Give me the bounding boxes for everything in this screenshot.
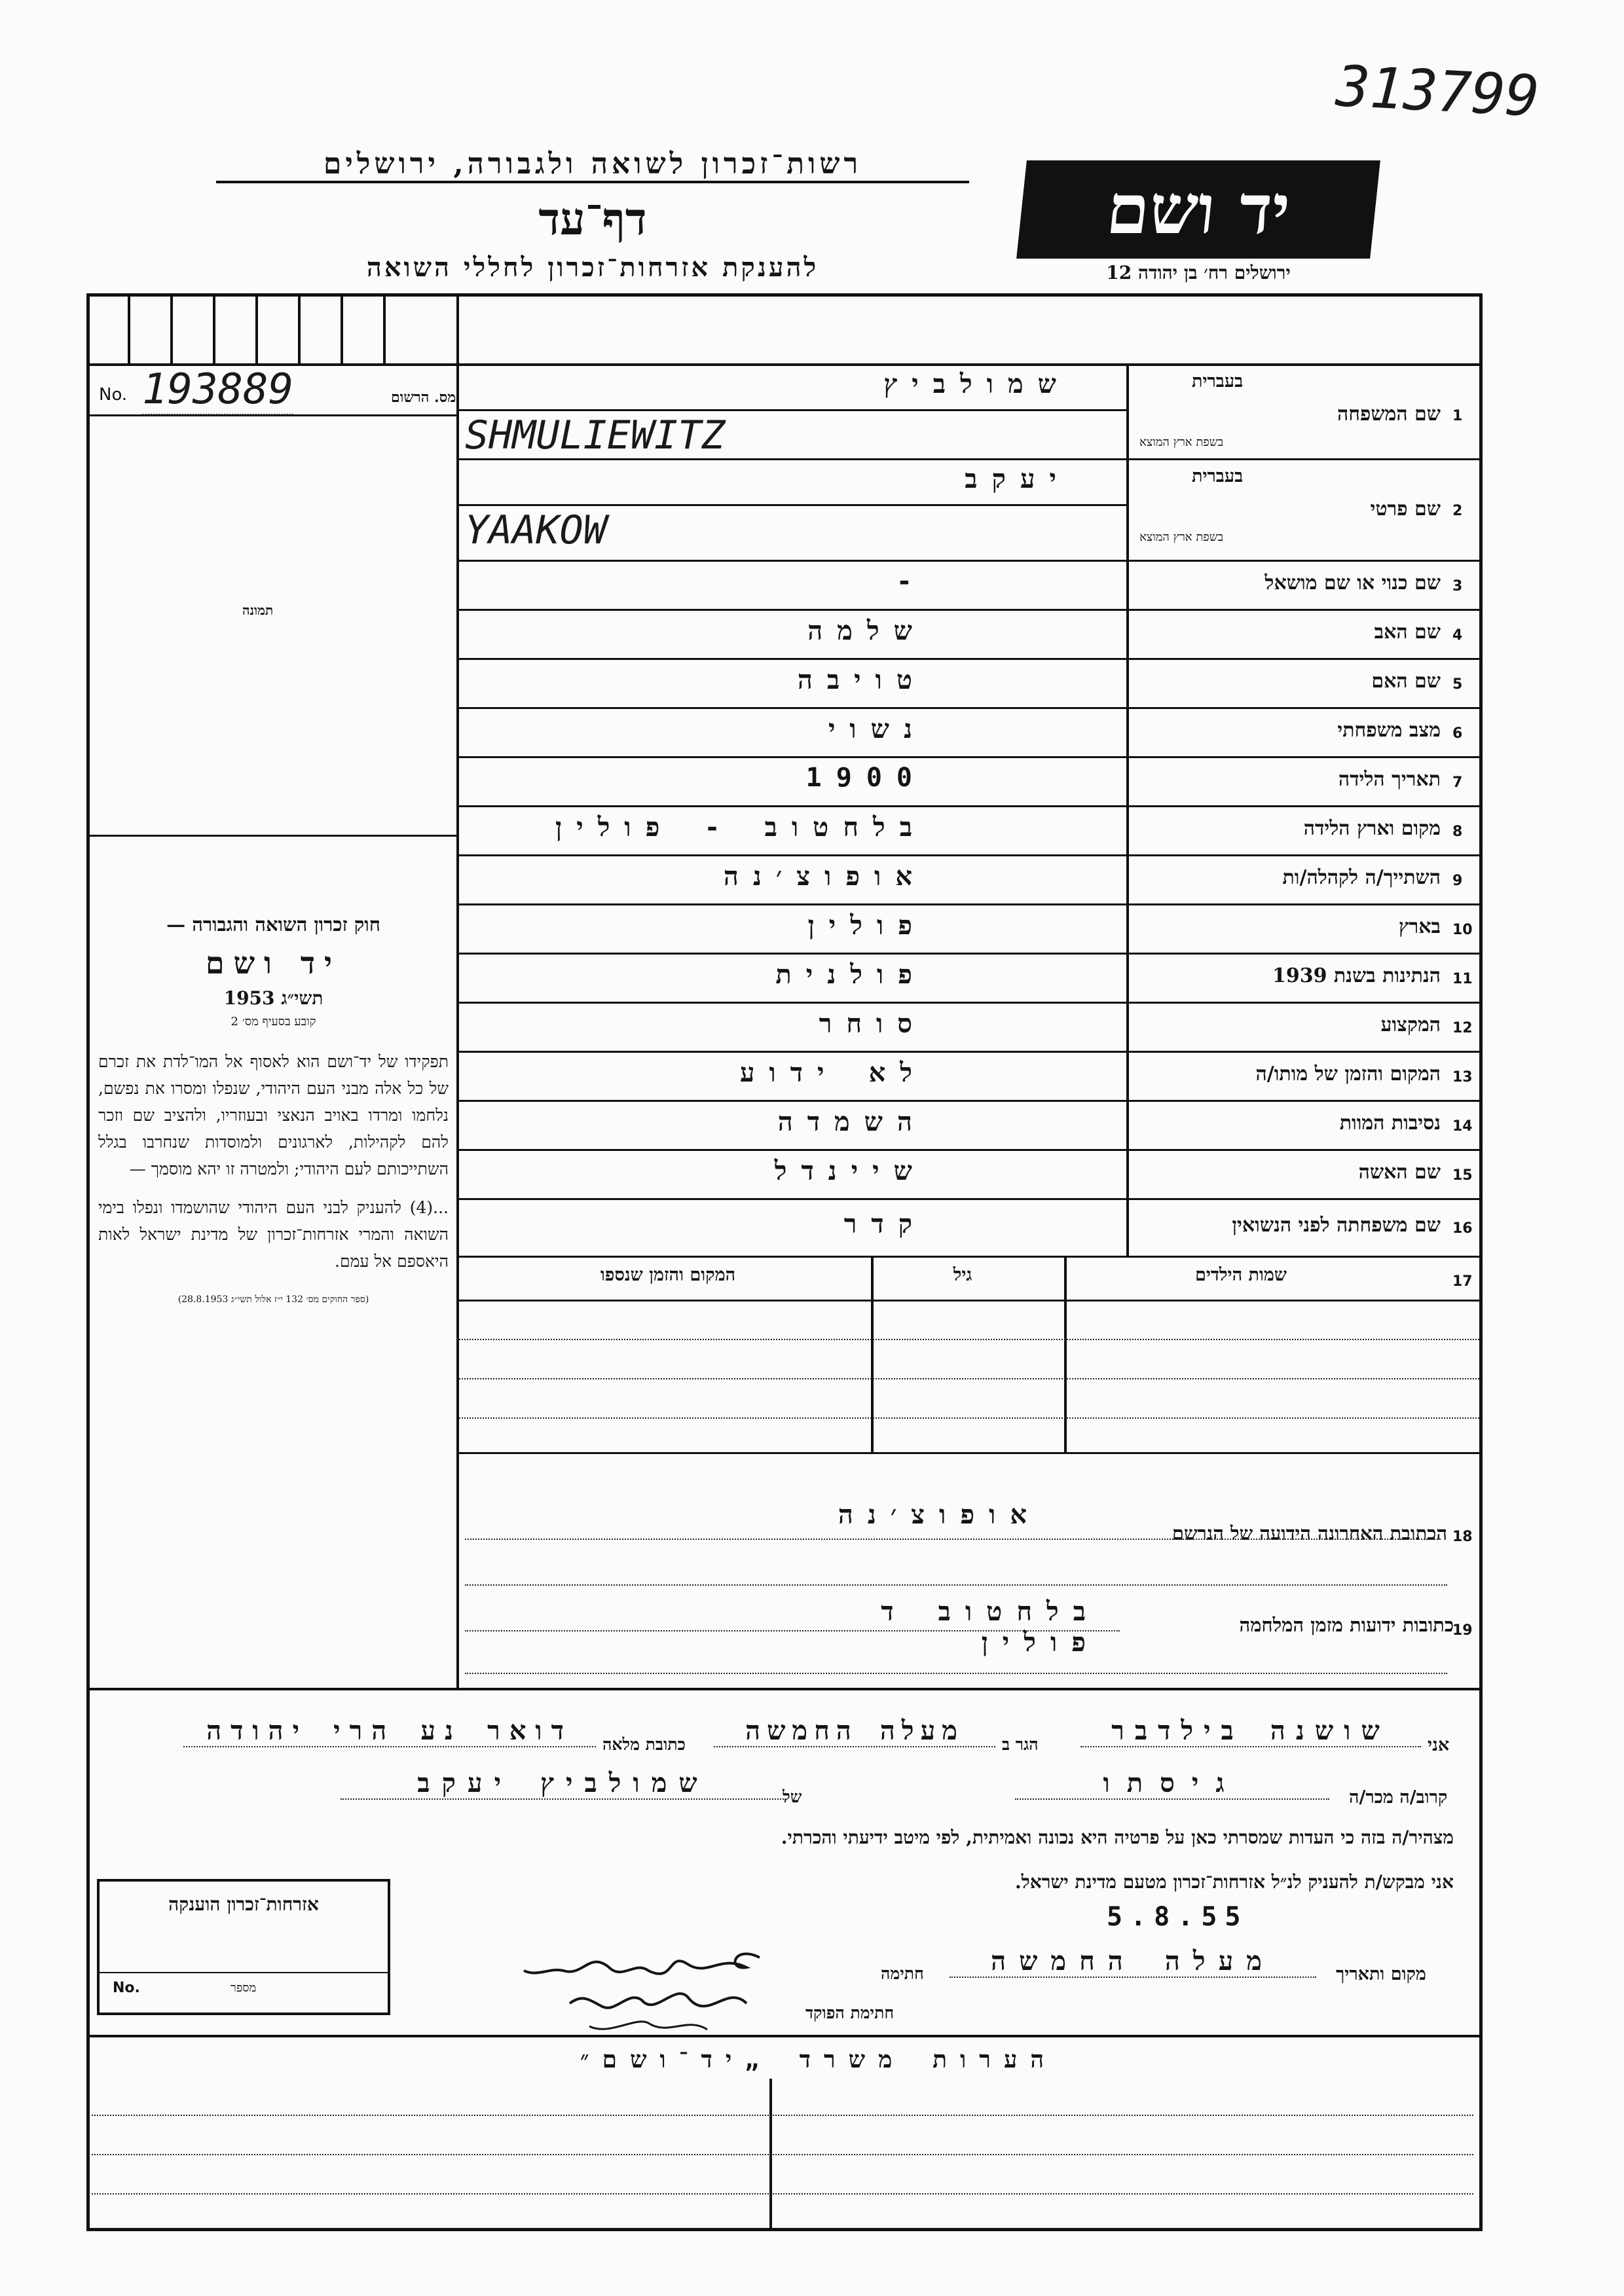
children-col-age: גיל xyxy=(953,1265,972,1285)
address-war-value: בלחטוב ד פולין xyxy=(881,1597,1100,1658)
field-label: שם האשה xyxy=(1358,1160,1441,1184)
header-subtitle: להענקת אזרחות־זכרון לחללי השואה xyxy=(366,252,819,283)
decl-address: דואר נע הרי יהודה xyxy=(183,1715,596,1747)
notes-line xyxy=(92,2154,1473,2155)
registration-box xyxy=(90,365,456,416)
header-address: ירושלים רח׳ בן יהודה 12 xyxy=(1106,262,1291,283)
notes-line xyxy=(92,2193,1473,2195)
field-value-latin: YAAKOW xyxy=(465,507,607,553)
archive-number: 313799 xyxy=(1334,53,1541,130)
signature-stroke xyxy=(524,1954,760,1973)
field-row-line xyxy=(456,560,1479,562)
top-strip-divider xyxy=(341,293,343,363)
field-label: המקצוע xyxy=(1380,1013,1441,1036)
top-strip-divider xyxy=(213,293,215,363)
decl-shel: של xyxy=(783,1787,802,1806)
children-col-names: שמות הילדים xyxy=(1194,1265,1287,1285)
field-sub-origin: בשפת ארץ המוצא xyxy=(1139,435,1224,449)
law-para-1: תפקידו של יד־ושם הוא לאסוף אל המו־לדת את זכרם של כל אלה מבני העם היהודי, שנפלו ומסרו את נפשם, נלחמו ומרדו באויב הנאצי ובעוזריו, ולהציב שם וזכר להם לקהילות, לארגונים ולמוסדות שנחרבו בגלל השתייכותם לעם היהודי; ולמטרה זו יהא מוסמך — xyxy=(98,1052,449,1178)
field-label: תאריך הלידה xyxy=(1338,767,1441,791)
field-value: לא ידוע xyxy=(739,1057,927,1088)
stamp-number-label: מספר xyxy=(231,1981,257,1995)
address-line xyxy=(465,1539,1441,1540)
field-value: - xyxy=(896,566,927,596)
field-number: 13 xyxy=(1452,1068,1473,1085)
law-excerpt xyxy=(98,913,449,1305)
children-num: 17 xyxy=(1452,1273,1473,1290)
top-strip-divider xyxy=(128,293,130,363)
decl-ani: אני xyxy=(1428,1735,1450,1755)
field-label: נסיבות המוות xyxy=(1339,1111,1441,1135)
decl-gar-b: הגר ב xyxy=(1002,1735,1039,1754)
address-last-num: 18 xyxy=(1452,1529,1473,1545)
law-citation: (ספר החוקים מס׳ 132 י״ז אלול תשי״ג 28.8.1953) xyxy=(177,1294,369,1305)
children-col-place: המקום והזמן שנספו xyxy=(600,1265,736,1285)
field-value: נשוי xyxy=(828,714,927,744)
decl-residence: מעלה החמשה xyxy=(714,1715,995,1747)
field-mid-line xyxy=(456,409,1128,411)
decl-place: מעלה החמשה xyxy=(950,1946,1316,1978)
decl-relative-label: קרוב/ה מכר/ה xyxy=(1349,1787,1448,1808)
notes-divider xyxy=(769,2079,772,2228)
decl-full-address-label: כתובת מלאה xyxy=(602,1735,686,1754)
top-strip-divider xyxy=(383,293,386,363)
address-last-label: הכתובת האחרונה הידועה של הנרשם xyxy=(1172,1522,1447,1544)
decl-officer-label: חתימת הפוקד xyxy=(805,2003,895,2022)
decl-statement: מצהיר/ה בזה כי העדות שמסרתי כאן על פרטיה היא נכונה ואמיתית, לפי מיטב ידיעתי והכרתי. xyxy=(781,1827,1454,1848)
declarant-signature xyxy=(511,1931,786,2043)
address-line xyxy=(465,1630,1120,1631)
field-number: 3 xyxy=(1452,577,1463,594)
field-row-line xyxy=(456,658,1479,660)
photo-label: תמונה xyxy=(242,602,274,618)
children-row-line xyxy=(456,1417,1479,1419)
field-number: 1 xyxy=(1452,408,1463,424)
field-label: הנתינות בשנת 1939 xyxy=(1272,964,1441,987)
field-mid-line xyxy=(456,504,1128,506)
address-war-num: 19 xyxy=(1452,1622,1473,1639)
field-label: המקום והזמן של מותו/ה xyxy=(1255,1062,1441,1085)
field-label: שם משפחתה לפני הנשואין xyxy=(1232,1214,1441,1237)
field-row-line xyxy=(456,1198,1479,1200)
field-value: יעקב xyxy=(965,464,1071,494)
citizenship-stamp-box xyxy=(97,1879,390,2015)
header-title: דף־עד xyxy=(538,193,647,246)
field-number: 5 xyxy=(1452,676,1463,693)
top-strip-divider xyxy=(298,293,301,363)
decl-of-name: שמולביץ יעקב xyxy=(341,1768,786,1800)
stamp-no-label: No. xyxy=(113,1980,140,1996)
photo-bottom-line xyxy=(90,835,456,837)
decl-date: 5.8.55 xyxy=(1107,1902,1249,1932)
field-number: 16 xyxy=(1452,1220,1473,1237)
field-value: השמדה xyxy=(777,1106,927,1137)
field-row-line xyxy=(456,1002,1479,1004)
field-label: שם כנוי או שם מושאל xyxy=(1264,571,1441,594)
field-row-line xyxy=(456,854,1479,856)
field-row-line xyxy=(456,609,1479,611)
top-strip-divider xyxy=(255,293,258,363)
field-value: קדר xyxy=(843,1209,927,1239)
field-label: בארץ xyxy=(1398,915,1441,938)
field-label: שם האב xyxy=(1374,620,1441,644)
field-sub-origin: בשפת ארץ המוצא xyxy=(1139,530,1224,544)
children-col-divider xyxy=(1064,1256,1067,1452)
field-row-line xyxy=(456,805,1479,807)
address-war-label: כתובות ידועות מזמן המלחמה xyxy=(1239,1614,1454,1636)
field-row-line xyxy=(456,1100,1479,1102)
logo-text: יד ושם xyxy=(1103,169,1294,249)
notes-line xyxy=(92,2115,1473,2116)
reg-no-label: No. xyxy=(99,385,128,405)
notes-top-line xyxy=(86,2035,1479,2037)
field-label: השתייך/ה לקהלה/ות xyxy=(1282,866,1441,889)
field-label: שם המשפחה xyxy=(1337,403,1441,426)
children-col-divider xyxy=(871,1256,874,1452)
addresses-bottom-line xyxy=(86,1688,1479,1690)
field-value: 1900 xyxy=(805,762,927,793)
reg-label: מס. הרשום xyxy=(391,389,456,406)
signature-stroke xyxy=(570,1994,747,2008)
field-number: 12 xyxy=(1452,1019,1473,1036)
address-line xyxy=(465,1673,1447,1674)
decl-signature-label: חתימה xyxy=(881,1964,924,1983)
field-value: שלמה xyxy=(807,615,927,646)
field-value: שיינדל xyxy=(774,1156,927,1186)
field-value: פולנית xyxy=(775,959,927,990)
children-header-line xyxy=(456,1300,1479,1302)
field-number: 8 xyxy=(1452,823,1463,840)
children-row-line xyxy=(456,1378,1479,1379)
signature-stroke xyxy=(589,2022,707,2030)
field-number: 6 xyxy=(1452,725,1463,742)
field-value: אופוצ׳נה xyxy=(723,861,927,892)
law-title: חוק זכרון השואה והגבורה — xyxy=(166,913,380,936)
field-label: שם האם xyxy=(1371,669,1441,693)
decl-place-date-label: מקום ותאריך xyxy=(1336,1964,1426,1984)
decl-relation: גיסתו xyxy=(1015,1768,1329,1800)
decl-request: אני מבקש/ת להעניק לנ״ל אזרחות־זכרון מטעם מדינת ישראל. xyxy=(1014,1871,1454,1893)
law-year: תשי״ג 1953 xyxy=(223,987,323,1009)
field-row-line xyxy=(456,1051,1479,1053)
field-number: 10 xyxy=(1452,921,1473,938)
field-value: פולין xyxy=(807,910,927,941)
field-value: בלחטוב - פולין xyxy=(555,812,927,843)
field-value: טויבה xyxy=(797,665,927,695)
address-line xyxy=(465,1584,1447,1586)
field-value-latin: SHMULIEWITZ xyxy=(465,412,726,458)
field-number: 11 xyxy=(1452,970,1473,987)
field-number: 7 xyxy=(1452,774,1463,791)
field-label: מצב משפחתי xyxy=(1337,718,1441,742)
field-number: 14 xyxy=(1452,1118,1473,1135)
field-sub-hebrew: בעברית xyxy=(1192,466,1244,486)
field-row-line xyxy=(456,1149,1479,1151)
address-last-value: אופוצ׳נה xyxy=(838,1500,1041,1530)
field-number: 9 xyxy=(1452,872,1463,889)
reg-number: 193889 xyxy=(142,365,294,414)
law-name: יד ושם xyxy=(205,945,342,981)
field-row-line xyxy=(456,903,1479,905)
law-clause: קובע בסעיף מס׳ 2 xyxy=(231,1015,316,1029)
field-label: שם פרטי xyxy=(1370,498,1441,520)
law-para-2: ...(4) להעניק לבני העם היהודי שהושמדו ונפלו בימי השואה והמרי אזרחות־זכרון של מדינת ישראל לאות היאספם אל עמם. xyxy=(98,1198,449,1271)
field-label: מקום וארץ הלידה xyxy=(1303,816,1441,840)
field-number: 4 xyxy=(1452,627,1463,644)
field-sub-hebrew: בעברית xyxy=(1192,371,1244,392)
field-number: 15 xyxy=(1452,1167,1473,1184)
yad-vashem-logo xyxy=(1016,160,1380,259)
field-row-line xyxy=(456,458,1479,460)
field-row-line xyxy=(456,707,1479,709)
left-column-divider-lower xyxy=(456,1256,459,1688)
field-row-line xyxy=(456,953,1479,955)
left-column-divider xyxy=(456,293,459,1256)
header-authority: רשות־זכרון לשואה ולגבורה, ירושלים xyxy=(216,147,969,183)
stamp-line xyxy=(100,1972,388,1973)
children-bottom-line xyxy=(456,1452,1479,1454)
decl-declarant: שושנה בילדבר xyxy=(1080,1715,1421,1747)
children-row-line xyxy=(456,1339,1479,1340)
field-value: שמולביץ xyxy=(883,369,1071,399)
label-column-divider xyxy=(1126,363,1129,1256)
field-value: סוחר xyxy=(819,1008,927,1039)
field-number: 2 xyxy=(1452,503,1463,519)
top-strip-divider xyxy=(170,293,173,363)
office-notes-title: הערות משרד „יד־ושם״ xyxy=(580,2047,1058,2073)
children-top-line xyxy=(456,1256,1479,1258)
stamp-title: אזרחות־זכרון הוענקה xyxy=(168,1893,319,1915)
field-row-line xyxy=(456,756,1479,758)
